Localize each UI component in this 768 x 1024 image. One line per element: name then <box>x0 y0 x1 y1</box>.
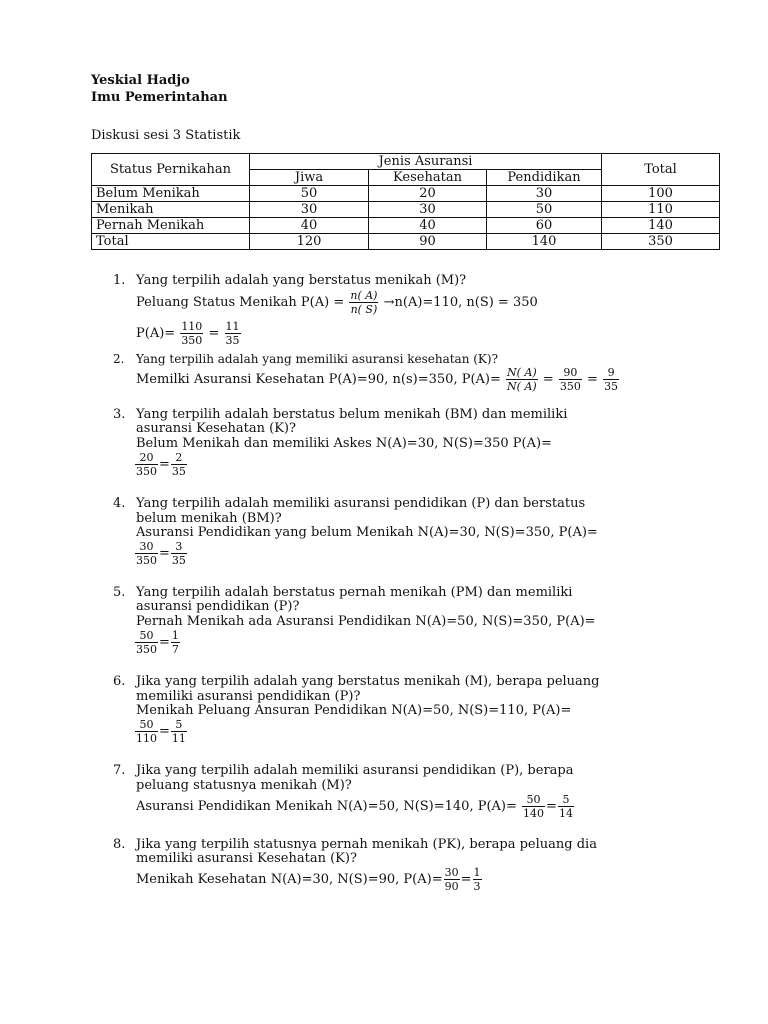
q2-raw-numerator: 90 <box>559 367 582 380</box>
q4-simple-denominator: 35 <box>171 554 186 567</box>
q8-equals: = <box>460 872 472 887</box>
q1-simple-numerator: 11 <box>225 320 240 333</box>
q7-fraction-raw <box>522 794 545 819</box>
q1-result-line <box>136 321 242 346</box>
q2-equals-1: = <box>542 372 554 387</box>
q4-equals: = <box>159 546 170 561</box>
q3-line-2: asuransi Kesehatan (K)? <box>136 421 296 436</box>
table-row <box>92 234 720 250</box>
q6-result <box>134 719 188 744</box>
q1-fraction-numerator: n( A) <box>350 289 378 302</box>
q1-simple-denominator: 35 <box>225 334 240 347</box>
cell-pendidikan: 140 <box>487 234 602 250</box>
cell-jiwa: 40 <box>250 218 369 234</box>
cell-total: 350 <box>602 234 720 250</box>
q7-line-2: peluang statusnya menikah (M)? <box>136 778 352 793</box>
document-title: Diskusi sesi 3 Statistik <box>91 128 241 143</box>
q1-result-label: P(A)= <box>136 326 176 341</box>
q1-fraction-simplified <box>225 321 241 346</box>
total-header: Total <box>602 154 720 186</box>
q5-number: 5. <box>113 585 126 600</box>
q3-line-3: Belum Menikah dan memiliki Askes N(A)=30, N(S)=350 P(A)= <box>136 436 552 451</box>
q6-raw-numerator: 50 <box>135 719 158 732</box>
col-pendidikan-header: Pendidikan <box>487 170 602 186</box>
q8-simple-denominator: 3 <box>473 880 481 893</box>
q5-line-2: asuransi pendidikan (P)? <box>136 599 300 614</box>
author-name: Yeskial Hadjo <box>91 73 190 88</box>
q6-raw-denominator: 110 <box>136 732 157 745</box>
cell-pendidikan: 60 <box>487 218 602 234</box>
q4-simple-numerator: 3 <box>171 541 187 554</box>
q7-raw-denominator: 140 <box>523 807 545 820</box>
col-kesehatan-header: Kesehatan <box>369 170 487 186</box>
q8-line-3: Menikah Kesehatan N(A)=30, N(S)=90, P(A)= <box>136 872 443 887</box>
q8-working-line <box>136 867 483 892</box>
q5-fraction-raw <box>135 630 158 655</box>
q7-raw-numerator: 50 <box>522 794 545 807</box>
q7-simple-denominator: 14 <box>558 807 573 820</box>
q8-line-1: Jika yang terpilih statusnya pernah menikah (PK), berapa peluang dia <box>136 837 597 852</box>
q2-number: 2. <box>113 352 125 366</box>
q4-line-2: belum menikah (BM)? <box>136 511 282 526</box>
q6-simple-numerator: 5 <box>171 719 187 732</box>
row-label: Menikah <box>92 202 250 218</box>
q5-result <box>134 630 181 655</box>
q7-simple-numerator: 5 <box>558 794 574 807</box>
q6-fraction-simplified <box>171 719 187 744</box>
cell-pendidikan: 30 <box>487 186 602 202</box>
q8-raw-denominator: 90 <box>444 880 459 893</box>
q4-fraction-raw <box>135 541 158 566</box>
q5-equals: = <box>159 635 170 650</box>
q2-text-a: Memilki Asuransi Kesehatan P(A)=90, n(s)=350, P(A)= <box>136 372 501 387</box>
q4-fraction-simplified <box>171 541 187 566</box>
cell-pendidikan: 50 <box>487 202 602 218</box>
q8-fraction-raw <box>444 867 460 892</box>
cell-total: 100 <box>602 186 720 202</box>
q3-line-1: Yang terpilih adalah berstatus belum menikah (BM) dan memiliki <box>136 407 568 422</box>
q4-result <box>134 541 188 566</box>
cell-kesehatan: 20 <box>369 186 487 202</box>
cell-total: 140 <box>602 218 720 234</box>
q3-fraction-raw <box>135 452 158 477</box>
table-row <box>92 218 720 234</box>
cell-jiwa: 50 <box>250 186 369 202</box>
q6-simple-denominator: 11 <box>171 732 186 745</box>
q1-question: Yang terpilih adalah yang berstatus menikah (M)? <box>136 273 467 288</box>
insurance-table <box>91 153 720 250</box>
cell-kesehatan: 40 <box>369 218 487 234</box>
q7-working-line <box>136 794 575 819</box>
q3-fraction-simplified <box>171 452 187 477</box>
q2-formula-numerator: N( A) <box>507 366 537 379</box>
cell-total: 110 <box>602 202 720 218</box>
q2-question: Yang terpilih adalah yang memiliki asuransi kesehatan (K)? <box>136 352 499 366</box>
q2-fraction-simplified <box>603 367 619 392</box>
q1-fraction-denominator: n( S) <box>350 303 378 316</box>
q2-formula-fraction <box>506 367 538 392</box>
q4-line-3: Asuransi Pendidikan yang belum Menikah N(A)=30, N(S)=350, P(A)= <box>136 525 598 540</box>
table-row <box>92 186 720 202</box>
q1-number: 1. <box>113 273 126 288</box>
q2-working-line <box>136 367 620 392</box>
q5-simple-numerator: 1 <box>171 629 179 642</box>
q8-raw-numerator: 30 <box>444 866 459 879</box>
author-program: Imu Pemerintahan <box>91 90 228 105</box>
q8-line-2: memiliki asuransi Kesehatan (K)? <box>136 851 357 866</box>
table-row <box>92 202 720 218</box>
q3-raw-denominator: 350 <box>136 465 157 478</box>
q2-formula-denominator: N( A) <box>507 380 537 393</box>
q3-simple-numerator: 2 <box>171 452 187 465</box>
cell-kesehatan: 30 <box>369 202 487 218</box>
q4-line-1: Yang terpilih adalah memiliki asuransi pendidikan (P) dan berstatus <box>136 496 586 511</box>
q4-number: 4. <box>113 496 126 511</box>
cell-kesehatan: 90 <box>369 234 487 250</box>
q3-equals: = <box>159 457 170 472</box>
q2-raw-denominator: 350 <box>559 380 581 393</box>
cell-jiwa: 30 <box>250 202 369 218</box>
q1-text-a: Peluang Status Menikah P(A) = <box>136 295 345 310</box>
row-label: Total <box>92 234 250 250</box>
q2-equals-2: = <box>587 372 598 387</box>
q1-raw-denominator: 350 <box>181 334 203 347</box>
q6-equals: = <box>159 724 170 739</box>
cell-jiwa: 120 <box>250 234 369 250</box>
q1-fraction-raw <box>180 321 203 346</box>
q6-line-1: Jika yang terpilih adalah yang berstatus menikah (M), berapa peluang <box>136 674 600 689</box>
q2-fraction-raw <box>559 367 582 392</box>
status-header: Status Pernikahan <box>92 154 250 186</box>
q2-simple-numerator: 9 <box>603 367 619 380</box>
q6-number: 6. <box>113 674 126 689</box>
q8-number: 8. <box>113 837 126 852</box>
q7-equals: = <box>546 799 557 814</box>
row-label: Pernah Menikah <box>92 218 250 234</box>
q1-working-line <box>136 290 538 315</box>
q4-raw-denominator: 350 <box>136 554 157 567</box>
q7-fraction-simplified <box>558 794 574 819</box>
q5-raw-denominator: 350 <box>136 643 157 656</box>
q1-raw-numerator: 110 <box>181 320 203 333</box>
q4-raw-numerator: 30 <box>135 541 158 554</box>
q7-line-3: Asuransi Pendidikan Menikah N(A)=50, N(S)=140, P(A)= <box>136 799 517 814</box>
q3-number: 3. <box>113 407 126 422</box>
q6-fraction-raw <box>135 719 158 744</box>
q6-line-3: Menikah Peluang Ansuran Pendidikan N(A)=50, N(S)=110, P(A)= <box>136 703 572 718</box>
q3-result <box>134 452 188 477</box>
row-label: Belum Menikah <box>92 186 250 202</box>
q8-fraction-simplified <box>473 867 482 892</box>
q7-number: 7. <box>113 763 126 778</box>
q7-line-1: Jika yang terpilih adalah memiliki asuransi pendidikan (P), berapa <box>136 763 574 778</box>
q5-fraction-simplified <box>171 630 180 655</box>
q2-simple-denominator: 35 <box>604 380 619 393</box>
q5-line-3: Pernah Menikah ada Asuransi Pendidikan N(A)=50, N(S)=350, P(A)= <box>136 614 596 629</box>
q3-simple-denominator: 35 <box>171 465 186 478</box>
q5-line-1: Yang terpilih adalah berstatus pernah menikah (PM) dan memiliki <box>136 585 573 600</box>
q3-raw-numerator: 20 <box>135 452 158 465</box>
insurance-type-header: Jenis Asuransi <box>250 154 602 170</box>
q6-line-2: memiliki asuransi pendidikan (P)? <box>136 689 361 704</box>
q5-simple-denominator: 7 <box>171 643 179 656</box>
q1-equals: = <box>208 326 220 341</box>
q1-text-b: →n(A)=110, n(S) = 350 <box>383 295 538 310</box>
col-jiwa-header: Jiwa <box>250 170 369 186</box>
q8-simple-numerator: 1 <box>473 866 481 879</box>
q1-formula-fraction <box>349 290 378 315</box>
q5-raw-numerator: 50 <box>135 630 158 643</box>
